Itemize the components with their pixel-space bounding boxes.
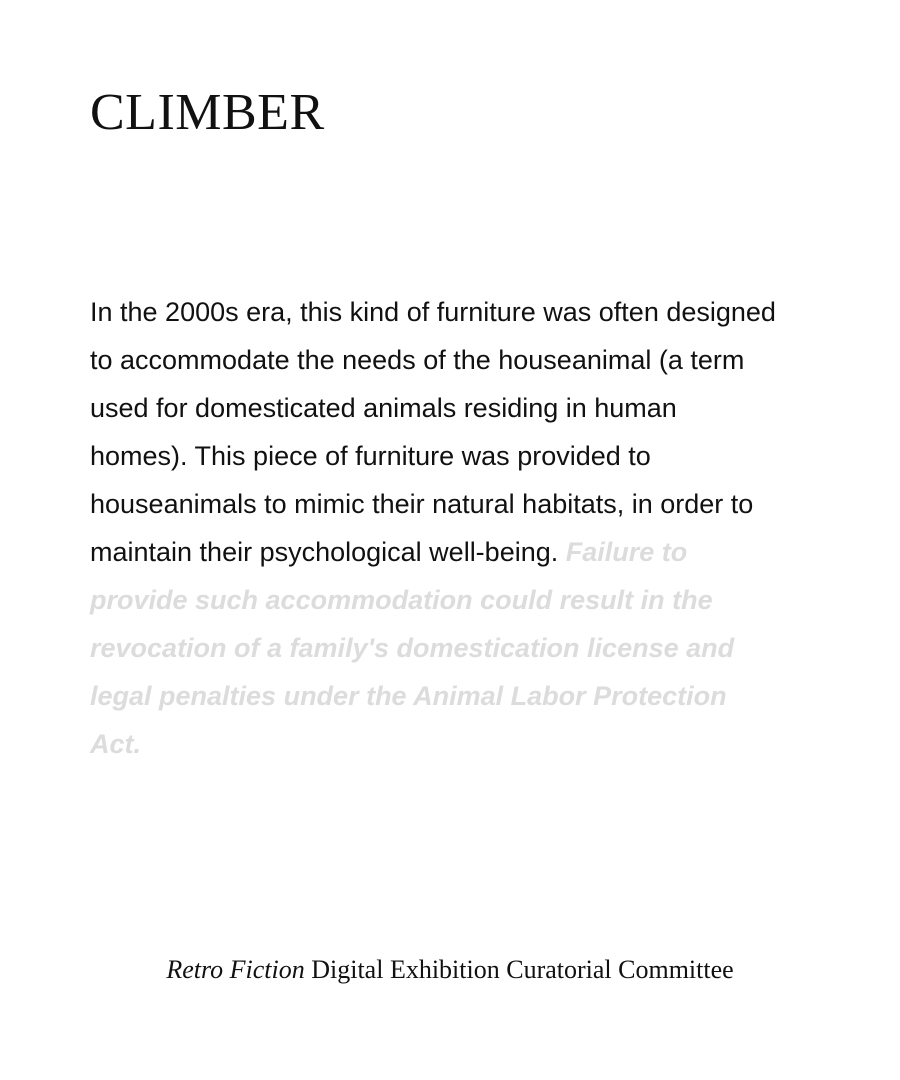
footer-italic-title: Retro Fiction — [166, 955, 305, 984]
footer-committee-name: Digital Exhibition Curatorial Committee — [311, 955, 734, 984]
description-main-text: In the 2000s era, this kind of furniture was often designed to accommodate the needs of the houseanimal (a term used for domesticated animals residing in human homes). This piece of furniture was provided to houseanimals to mimic their natural habitats, in order to maintain their psychological well-being. — [90, 297, 776, 567]
footer-credit — [0, 955, 900, 985]
page-title: CLIMBER — [90, 84, 325, 141]
description-faded-text: Failure to provide such accommodation could result in the revocation of a family's domestication license and legal penalties under the Animal Labor Protection Act. — [90, 537, 735, 759]
description-paragraph — [90, 288, 780, 768]
